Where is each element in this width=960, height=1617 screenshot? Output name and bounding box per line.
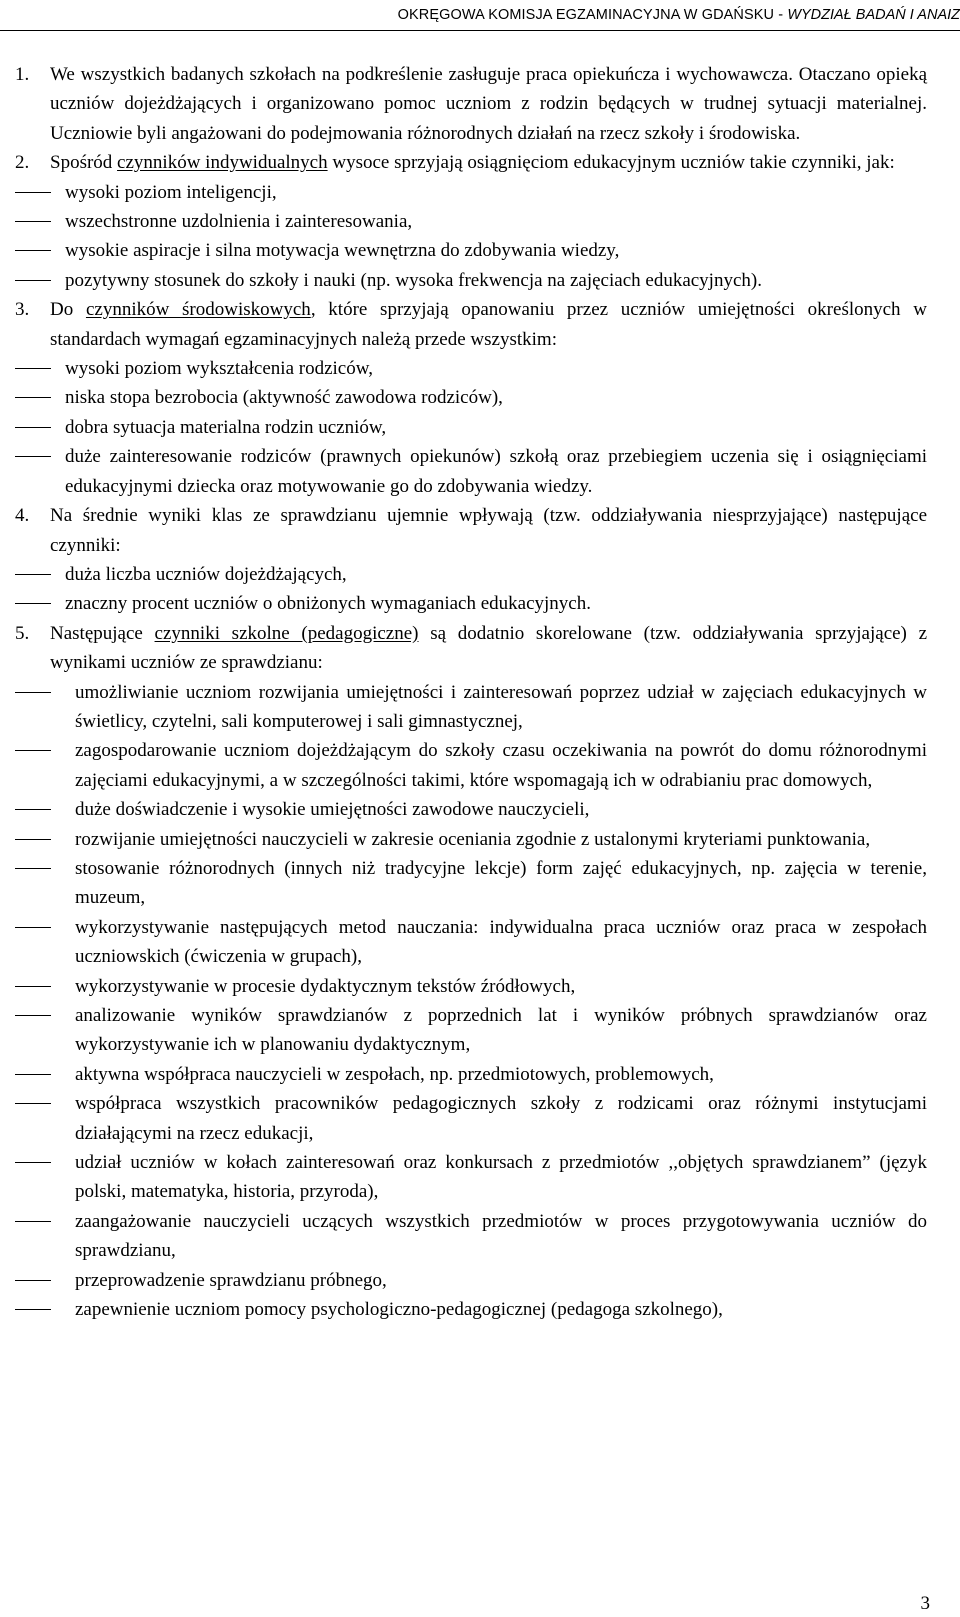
dash-icon xyxy=(15,397,51,398)
list-item: duże zainteresowanie rodziców (prawnych opiekunów) szkołą oraz przebiegiem uczenia się i osiągnięciami edukacyjnymi dziecka oraz motywowanie go do zdobywania wiedzy. xyxy=(15,442,927,501)
section-intro: Na średnie wyniki klas ze sprawdzianu ujemnie wpływają (tzw. oddziaływania niesprzyjające) następujące czynniki: xyxy=(50,505,927,556)
dash-icon xyxy=(15,456,51,457)
header-organization: OKRĘGOWA KOMISJA EGZAMINACYJNA W GDAŃSKU - xyxy=(397,7,788,23)
section-number: 1. xyxy=(15,64,30,85)
list-item: umożliwianie uczniom rozwijania umiejętności i zainteresowań poprzez udział w zajęciach edukacyjnych w świetlicy, czytelni, sali komputerowej i sali gimnastycznej, xyxy=(15,678,927,737)
list-item: wysoki poziom wykształcenia rodziców, xyxy=(15,354,927,383)
list-item: analizowanie wyników sprawdzianów z poprzednich lat i wyników próbnych sprawdzianów oraz wykorzystywanie ich w planowaniu dydaktycznym, xyxy=(15,1001,927,1060)
bullet-list xyxy=(15,560,927,619)
list-item: wysokie aspiracje i silna motywacja wewnętrzna do zdobywania wiedzy, xyxy=(15,236,927,265)
bullet-list xyxy=(15,178,927,296)
underlined-term: czynników środowiskowych xyxy=(85,299,311,321)
list-item: pozytywny stosunek do szkoły i nauki (np. wysoka frekwencja na zajęciach edukacyjnych). xyxy=(15,266,927,295)
dash-icon xyxy=(15,221,51,222)
list-item: przeprowadzenie sprawdzianu próbnego, xyxy=(15,1266,927,1295)
dash-icon xyxy=(15,1103,51,1104)
list-item: duża liczba uczniów dojeżdżających, xyxy=(15,560,927,589)
section-3 xyxy=(15,295,927,354)
section-5 xyxy=(15,619,927,678)
list-item: dobra sytuacja materialna rodzin uczniów, xyxy=(15,413,927,442)
list-item: zaangażowanie nauczycieli uczących wszystkich przedmiotów w proces przygotowywania uczniów do sprawdzianu, xyxy=(15,1207,927,1266)
dash-icon xyxy=(15,192,51,193)
list-item: udział uczniów w kołach zainteresowań oraz konkursach z przedmiotów ,,objętych sprawdzianem” (język polski, matematyka, historia, przyroda), xyxy=(15,1148,927,1207)
dash-icon xyxy=(15,1280,51,1281)
bullet-list xyxy=(15,354,927,501)
list-item: wysoki poziom inteligencji, xyxy=(15,178,927,207)
list-item: rozwijanie umiejętności nauczycieli w zakresie oceniania zgodnie z ustalonymi kryteriami punktowania, xyxy=(15,825,927,854)
dash-icon xyxy=(15,280,51,281)
underlined-term: czynniki szkolne (pedagogiczne) xyxy=(154,622,419,644)
list-item: znaczny procent uczniów o obniżonych wymaganiach edukacyjnych. xyxy=(15,589,927,618)
section-number: 5. xyxy=(15,622,30,644)
section-2 xyxy=(15,148,927,177)
list-item: wszechstronne uzdolnienia i zainteresowania, xyxy=(15,207,927,236)
dash-icon xyxy=(15,839,51,840)
dash-icon xyxy=(15,927,51,928)
dash-icon xyxy=(15,809,51,810)
section-1 xyxy=(15,60,927,148)
dash-icon xyxy=(15,868,51,869)
section-intro: Następujące czynniki szkolne (pedagogiczne) są dodatnio skorelowane (tzw. oddziaływania sprzyjające) z wynikami uczniów ze sprawdzianu: xyxy=(50,622,928,674)
list-item: aktywna współpraca nauczycieli w zespołach, np. przedmiotowych, problemowych, xyxy=(15,1060,927,1089)
dash-icon xyxy=(15,1221,51,1222)
dash-icon xyxy=(15,574,51,575)
list-item: zapewnienie uczniom pomocy psychologiczno-pedagogicznej (pedagoga szkolnego), xyxy=(15,1295,927,1324)
list-item: zagospodarowanie uczniom dojeżdżającym do szkoły czasu oczekiwania na powrót do domu różnorodnymi zajęciami edukacyjnymi, a w szczególności takimi, które wspomagają ich w odrabianiu prac domowych, xyxy=(15,736,927,795)
section-intro: Do czynników środowiskowych, które sprzyjają opanowaniu przez uczniów umiejętności określonych w standardach wymagań egzaminacyjnych należą przede wszystkim: xyxy=(50,299,927,350)
dash-icon xyxy=(15,1309,51,1310)
document-body xyxy=(15,60,927,1324)
underlined-term: czynników indywidualnych xyxy=(117,152,328,174)
dash-icon xyxy=(15,1015,51,1016)
page-header xyxy=(0,4,960,31)
dash-icon xyxy=(15,750,51,751)
bullet-list xyxy=(15,678,927,1325)
section-number: 2. xyxy=(15,152,30,174)
dash-icon xyxy=(15,692,51,693)
list-item: niska stopa bezrobocia (aktywność zawodowa rodziców), xyxy=(15,383,927,412)
section-intro: Spośród czynników indywidualnych wysoce sprzyjają osiągnięciom edukacyjnym uczniów takie czynniki, jak: xyxy=(50,152,895,174)
dash-icon xyxy=(15,1074,51,1075)
dash-icon xyxy=(15,1162,51,1163)
list-item: stosowanie różnorodnych (innych niż tradycyjne lekcje) form zajęć edukacyjnych, np. zajęcia w terenie, muzeum, xyxy=(15,854,927,913)
list-item: wykorzystywanie w procesie dydaktycznym tekstów źródłowych, xyxy=(15,972,927,1001)
section-number: 4. xyxy=(15,505,30,527)
dash-icon xyxy=(15,250,51,251)
dash-icon xyxy=(15,986,51,987)
dash-icon xyxy=(15,368,51,369)
list-item: wykorzystywanie następujących metod nauczania: indywidualna praca uczniów oraz praca w zespołach uczniowskich (ćwiczenia w grupach), xyxy=(15,913,927,972)
header-department: WYDZIAŁ BADAŃ I ANAIZ xyxy=(787,7,960,23)
list-item: duże doświadczenie i wysokie umiejętności zawodowe nauczycieli, xyxy=(15,795,927,824)
dash-icon xyxy=(15,603,51,604)
section-number: 3. xyxy=(15,299,30,321)
page-number: 3 xyxy=(920,1593,930,1614)
section-text: We wszystkich badanych szkołach na podkreślenie zasługuje praca opiekuńcza i wychowawcza. Otaczano opieką uczniów dojeżdżających i organizowano pomoc uczniom z rodzin będących w trudnej sytuacji materialnej. Uczniowie byli angażowani do podejmowania różnorodnych działań na rzecz szkoły i środowiska. xyxy=(50,64,927,144)
section-4 xyxy=(15,501,927,560)
list-item: współpraca wszystkich pracowników pedagogicznych szkoły z rodzicami oraz różnymi instytucjami działającymi na rzecz edukacji, xyxy=(15,1089,927,1148)
dash-icon xyxy=(15,427,51,428)
